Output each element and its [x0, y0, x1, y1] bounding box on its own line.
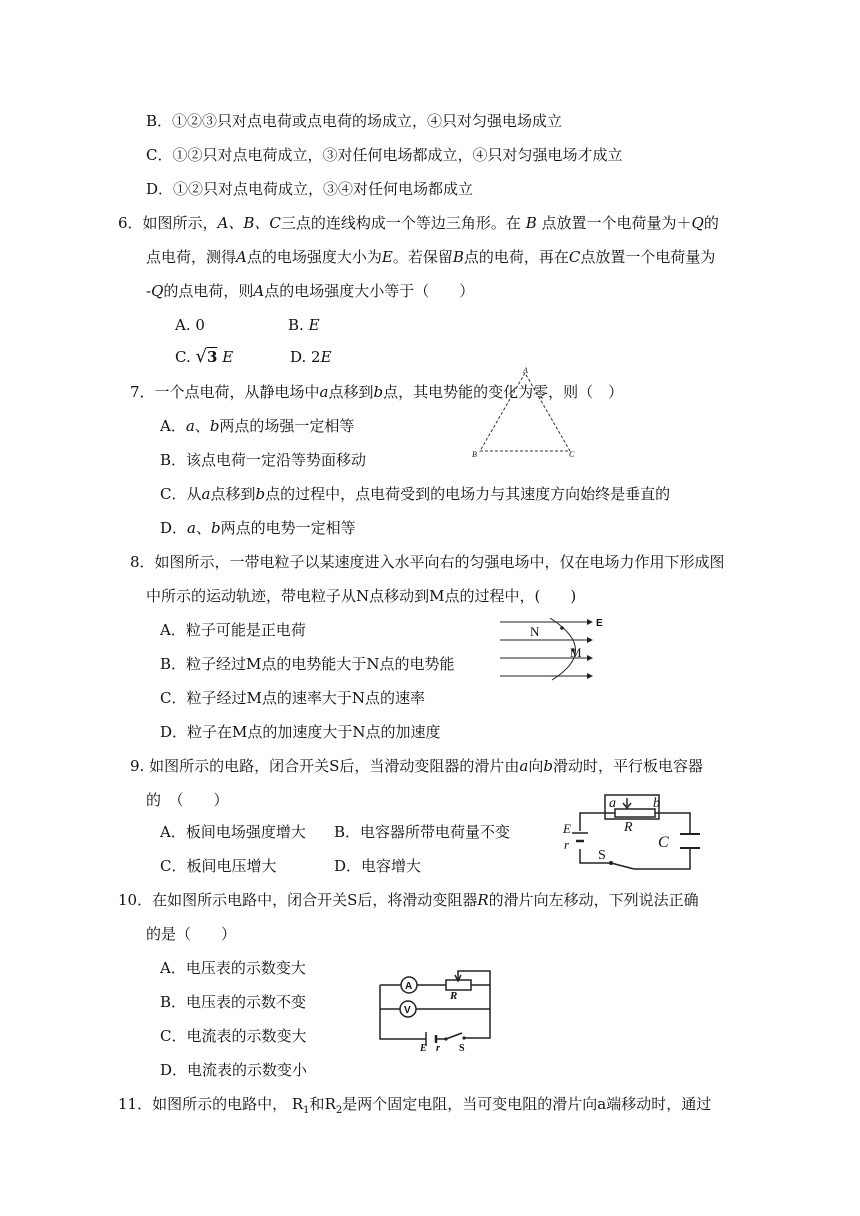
- q7-option-d: D．a、b两点的电势一定相等: [160, 519, 356, 537]
- q8-option-c: C．粒子经过M点的速率大于N点的速率: [160, 689, 425, 707]
- label-r-internal: r: [436, 1043, 440, 1054]
- q9-option-b: B．电容器所带电荷量不变: [334, 823, 511, 841]
- q9-stem-line2: 的 （ ）: [146, 791, 229, 809]
- circuit-wire: [580, 813, 690, 869]
- label-field-e: E: [596, 618, 603, 629]
- q8-option-b: B．粒子经过M点的电势能大于N点的电势能: [160, 655, 455, 673]
- q9-option-a: A．板间电场强度增大: [160, 823, 306, 841]
- q8-stem-line2: 中所示的运动轨迹，带电粒子从N点移动到M点的过程中，( ): [146, 587, 577, 605]
- q5-option-b: B．①②③只对点电荷或点电荷的场成立，④只对匀强电场成立: [146, 112, 563, 130]
- q6-option-a: A. 0: [175, 316, 205, 334]
- q7-option-a: A．a、b两点的场强一定相等: [160, 417, 355, 435]
- q9-stem-line1: 9. 如图所示的电路，闭合开关S后，当滑动变阻器的滑片由a向b滑动时，平行板电容器: [130, 757, 703, 775]
- q10-stem-line1: 10．在如图所示电路中，闭合开关S后，将滑动变阻器R的滑片向左移动，下列说法正确: [118, 891, 699, 909]
- slider-arrow-icon: [623, 798, 631, 808]
- capacitor-circuit-figure: [562, 793, 712, 888]
- q10-option-a: A．电压表的示数变大: [160, 959, 306, 977]
- meter-circuit-figure: [376, 967, 501, 1052]
- switch-blade: [611, 863, 634, 869]
- q11-stem-line1: 11．如图所示的电路中， $R_1$和$R_2$是两个固定电阻，当可变电阻的滑片向a端移动时，通过: [118, 1095, 712, 1116]
- q10-option-c: C．电流表的示数变大: [160, 1027, 307, 1045]
- q6-stem-line2: 点电荷，测得A点的电场强度大小为E。若保留B点的电荷，再在C点放置一个电荷量为: [146, 248, 716, 266]
- q10-option-d: D．电流表的示数变小: [160, 1061, 308, 1079]
- q10-stem-line2: 的是（ ）: [146, 925, 237, 943]
- label-e: E: [420, 1043, 427, 1054]
- q7-option-c: C．从a点移到b点的过程中，点电荷受到的电场力与其速度方向始终是垂直的: [160, 485, 671, 503]
- triangle-label-b: B: [472, 450, 477, 459]
- label-r: R: [624, 820, 633, 835]
- q6-option-c: C. √3 E: [175, 346, 234, 367]
- circuit-wire: [380, 971, 490, 1039]
- label-c: C: [658, 834, 669, 851]
- label-a: a: [609, 796, 616, 811]
- triangle-label-c: C: [569, 450, 575, 459]
- electric-field-figure: [500, 614, 630, 684]
- label-m: M: [570, 645, 582, 660]
- label-s: S: [598, 848, 606, 863]
- sqrt-symbol: √: [195, 346, 207, 367]
- q7-stem: 7．一个点电荷，从静电场中a点移到b点，其电势能的变化为零，则（ ）: [130, 383, 624, 401]
- point-n-dot: [560, 626, 564, 630]
- q6-stem-line1: 6．如图所示，A、B、C三点的连线构成一个等边三角形。在 B 点放置一个电荷量为＋Q的: [118, 214, 719, 232]
- q9-option-c: C．板间电压增大: [160, 857, 277, 875]
- q9-option-d: D．电容增大: [334, 857, 422, 875]
- label-n: N: [530, 624, 540, 639]
- q5-option-d: D．①②只对点电荷成立，③④对任何电场都成立: [146, 180, 474, 198]
- q8-stem-line1: 8．如图所示，一带电粒子以某速度进入水平向右的匀强电场中，仅在电场力作用下形成图: [130, 553, 725, 571]
- switch-blade: [446, 1033, 462, 1039]
- q7-option-b: B．该点电荷一定沿等势面移动: [160, 451, 367, 469]
- label-r: R: [450, 990, 458, 1002]
- rheostat-resistor: [615, 809, 655, 817]
- triangle-figure: [470, 365, 590, 465]
- label-r-internal: r: [564, 837, 570, 852]
- q8-option-a: A．粒子可能是正电荷: [160, 621, 306, 639]
- q6-option-b: B. E: [288, 316, 320, 334]
- q10-option-b: B．电压表的示数不变: [160, 993, 307, 1011]
- ammeter-label: A: [405, 981, 413, 992]
- triangle-label-a: A: [523, 366, 528, 375]
- q5-option-c: C．①②只对点电荷成立，③对任何电场都成立，④只对匀强电场才成立: [146, 146, 623, 164]
- voltmeter-label: V: [404, 1005, 411, 1016]
- q6-option-d: D. 2E: [290, 348, 332, 366]
- label-e: E: [563, 821, 571, 836]
- q8-option-d: D．粒子在M点的加速度大于N点的加速度: [160, 723, 441, 741]
- switch-contact-dot: [462, 1036, 465, 1039]
- q6-stem-line3: -Q的点电荷，则A点的电场强度大小等于（ ）: [146, 282, 475, 300]
- label-s: S: [459, 1043, 465, 1054]
- label-b: b: [653, 796, 660, 811]
